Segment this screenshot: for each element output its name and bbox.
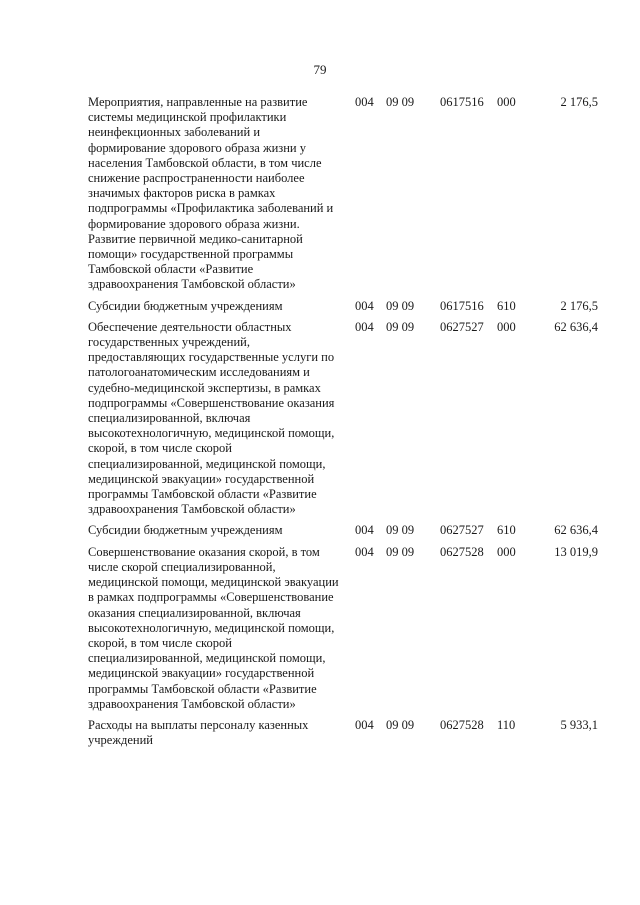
row-amount: 62 636,4 (554, 523, 598, 538)
row-description: Мероприятия, направленные на развитие системы медицинской профилактики неинфекционных заболеваний и формирование здорового образа жизни у населения Тамбовской области, в том числе снижение распространенности наиболее значимых факторов риска в рамках подпрограммы «Профилактика заболеваний и формирование здорового образа жизни. Развитие первичной медико-санитарной помощи» государственной программы Тамбовской области «Развитие здравоохранения Тамбовской области» (88, 95, 334, 292)
row-section-code: 09 09 (386, 523, 415, 538)
row-ministry-code: 004 (355, 319, 374, 334)
row-section-code: 09 09 (386, 544, 415, 559)
table-row (88, 545, 598, 712)
row-expense-type: 000 (497, 95, 516, 109)
table-row (88, 718, 598, 748)
table-row (88, 299, 598, 314)
row-target-code: 0627528 (440, 717, 484, 732)
row-ministry-code: 004 (355, 717, 374, 732)
table-row (88, 320, 598, 518)
table-row (88, 95, 598, 293)
row-amount: 5 933,1 (560, 717, 598, 732)
row-target-code: 0617516 (440, 95, 484, 109)
row-amount: 62 636,4 (554, 319, 598, 334)
row-ministry-code: 004 (355, 523, 374, 538)
row-ministry-code: 004 (355, 95, 374, 109)
row-target-code: 0627528 (440, 544, 484, 559)
row-section-code: 09 09 (386, 717, 415, 732)
row-section-code: 09 09 (386, 319, 415, 334)
row-expense-type: 110 (497, 717, 516, 732)
row-description: Субсидии бюджетным учреждениям (88, 523, 283, 538)
row-amount: 2 176,5 (560, 298, 598, 313)
row-amount: 2 176,5 (560, 95, 598, 109)
budget-table (88, 95, 598, 748)
row-target-code: 0627527 (440, 523, 484, 538)
row-ministry-code: 004 (355, 298, 374, 313)
row-ministry-code: 004 (355, 544, 374, 559)
row-expense-type: 610 (497, 523, 516, 538)
row-description: Расходы на выплаты персоналу казенных учреждений (88, 717, 309, 748)
row-description: Субсидии бюджетным учреждениям (88, 298, 283, 313)
row-expense-type: 000 (497, 319, 516, 334)
page-number: 79 (313, 62, 327, 77)
row-target-code: 0627527 (440, 319, 484, 334)
row-expense-type: 000 (497, 544, 516, 559)
row-description: Обеспечение деятельности областных государственных учреждений, предоставляющих государственные услуги по патологоанатомическим исследованиям и судебно-медицинской экспертизы, в рамках подпрограммы «Совершенствование оказания специализированной, включая высокотехнологичную, медицинской помощи, скорой, в том числе скорой специализированной, медицинской помощи, медицинской эвакуации» государственной программы Тамбовской области «Развитие здравоохранения Тамбовской области» (88, 319, 335, 517)
row-section-code: 09 09 (386, 95, 415, 109)
row-expense-type: 610 (497, 298, 516, 313)
row-section-code: 09 09 (386, 298, 415, 313)
row-target-code: 0617516 (440, 298, 484, 313)
table-row (88, 523, 598, 538)
row-amount: 13 019,9 (554, 544, 598, 559)
row-description: Совершенствование оказания скорой, в том числе скорой специализированной, медицинской помощи, медицинской эвакуации в рамках подпрограммы «Совершенствование оказания специализированной, включая высокотехнологичную, медицинской помощи, скорой, в том числе скорой специализированной, медицинской помощи, медицинской эвакуации» государственной программы Тамбовской области «Развитие здравоохранения Тамбовской области» (88, 544, 339, 711)
